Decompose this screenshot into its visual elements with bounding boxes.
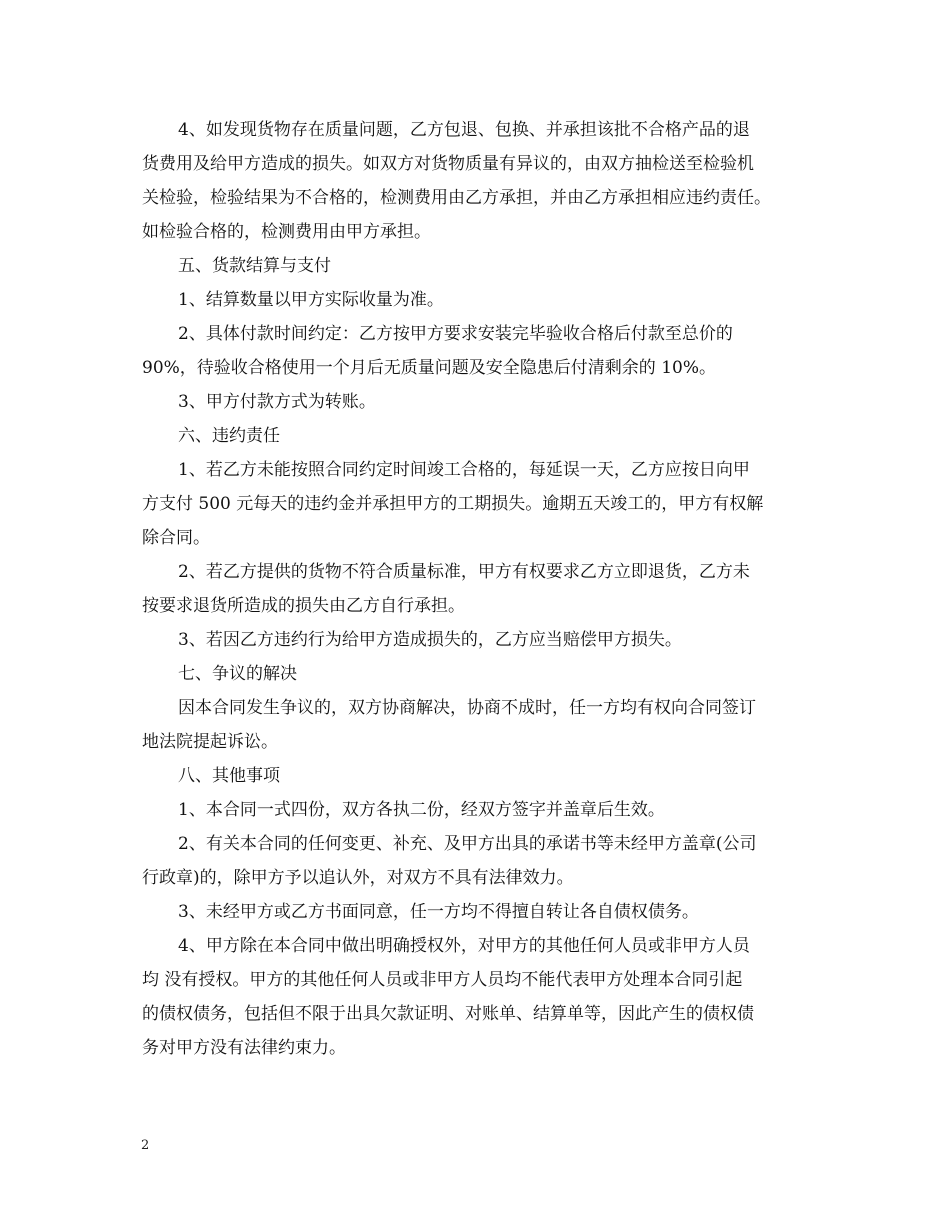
paragraph bbox=[0, 759, 950, 793]
paragraph bbox=[0, 793, 950, 827]
text-line: 七、争议的解决 bbox=[178, 664, 297, 684]
text-line: 2、若乙方提供的货物不符合质量标准，甲方有权要求乙方立即退货，乙方未 bbox=[178, 562, 750, 582]
text-line: 行政章)的，除甲方予以追认外，对双方不具有法律效力。 bbox=[142, 868, 574, 888]
paragraph bbox=[0, 317, 950, 385]
text-line: 4、甲方除在本合同中做出明确授权外，对甲方的其他任何人员或非甲方人员 bbox=[178, 936, 750, 956]
paragraph bbox=[0, 453, 950, 555]
text-line: 1、本合同一式四份，双方各执二份，经双方签字并盖章后生效。 bbox=[178, 800, 665, 820]
text-line: 90%，待验收合格使用一个月后无质量问题及安全隐患后付清剩余的 10%。 bbox=[142, 358, 716, 378]
text-line: 1、若乙方未能按照合同约定时间竣工合格的，每延误一天，乙方应按日向甲 bbox=[178, 460, 750, 480]
document-body bbox=[0, 113, 950, 1065]
paragraph bbox=[0, 249, 950, 283]
paragraph bbox=[0, 385, 950, 419]
paragraph bbox=[0, 283, 950, 317]
text-line: 货费用及给甲方造成的损失。如双方对货物质量有异议的，由双方抽检送至检验机 bbox=[142, 154, 754, 174]
paragraph bbox=[0, 419, 950, 453]
text-line: 如检验合格的，检测费用由甲方承担。 bbox=[142, 222, 431, 242]
paragraph bbox=[0, 827, 950, 895]
paragraph bbox=[0, 555, 950, 623]
paragraph bbox=[0, 113, 950, 249]
paragraph bbox=[0, 657, 950, 691]
text-line: 3、若因乙方违约行为给甲方造成损失的，乙方应当赔偿甲方损失。 bbox=[178, 630, 682, 650]
text-line: 方支付 500 元每天的违约金并承担甲方的工期损失。逾期五天竣工的，甲方有权解 bbox=[142, 494, 764, 514]
text-line: 因本合同发生争议的，双方协商解决，协商不成时，任一方均有权向合同签订 bbox=[178, 698, 756, 718]
text-line: 3、甲方付款方式为转账。 bbox=[178, 392, 376, 412]
text-line: 关检验，检验结果为不合格的，检测费用由乙方承担，并由乙方承担相应违约责任。 bbox=[142, 188, 771, 208]
text-line: 地法院提起诉讼。 bbox=[142, 732, 278, 752]
text-line: 八、其他事项 bbox=[178, 766, 280, 786]
text-line: 2、具体付款时间约定：乙方按甲方要求安装完毕验收合格后付款至总价的 bbox=[178, 324, 733, 344]
paragraph bbox=[0, 895, 950, 929]
text-line: 五、货款结算与支付 bbox=[178, 256, 331, 276]
text-line: 务对甲方没有法律约束力。 bbox=[142, 1038, 346, 1058]
paragraph bbox=[0, 929, 950, 1065]
text-line: 六、违约责任 bbox=[178, 426, 280, 446]
text-line: 1、结算数量以甲方实际收量为准。 bbox=[178, 290, 444, 310]
text-line: 2、有关本合同的任何变更、补充、及甲方出具的承诺书等未经甲方盖章(公司 bbox=[178, 834, 757, 854]
text-line: 除合同。 bbox=[142, 528, 210, 548]
paragraph bbox=[0, 691, 950, 759]
text-line: 的债权债务，包括但不限于出具欠款证明、对账单、结算单等，因此产生的债权债 bbox=[142, 1004, 754, 1024]
text-line: 按要求退货所造成的损失由乙方自行承担。 bbox=[142, 596, 465, 616]
page-number: 2 bbox=[141, 1138, 150, 1153]
text-line: 均 没有授权。甲方的其他任何人员或非甲方人员均不能代表甲方处理本合同引起 bbox=[142, 970, 743, 990]
text-line: 4、如发现货物存在质量问题，乙方包退、包换、并承担该批不合格产品的退 bbox=[178, 120, 750, 140]
text-line: 3、未经甲方或乙方书面同意，任一方均不得擅自转让各自债权债务。 bbox=[178, 902, 699, 922]
paragraph bbox=[0, 623, 950, 657]
